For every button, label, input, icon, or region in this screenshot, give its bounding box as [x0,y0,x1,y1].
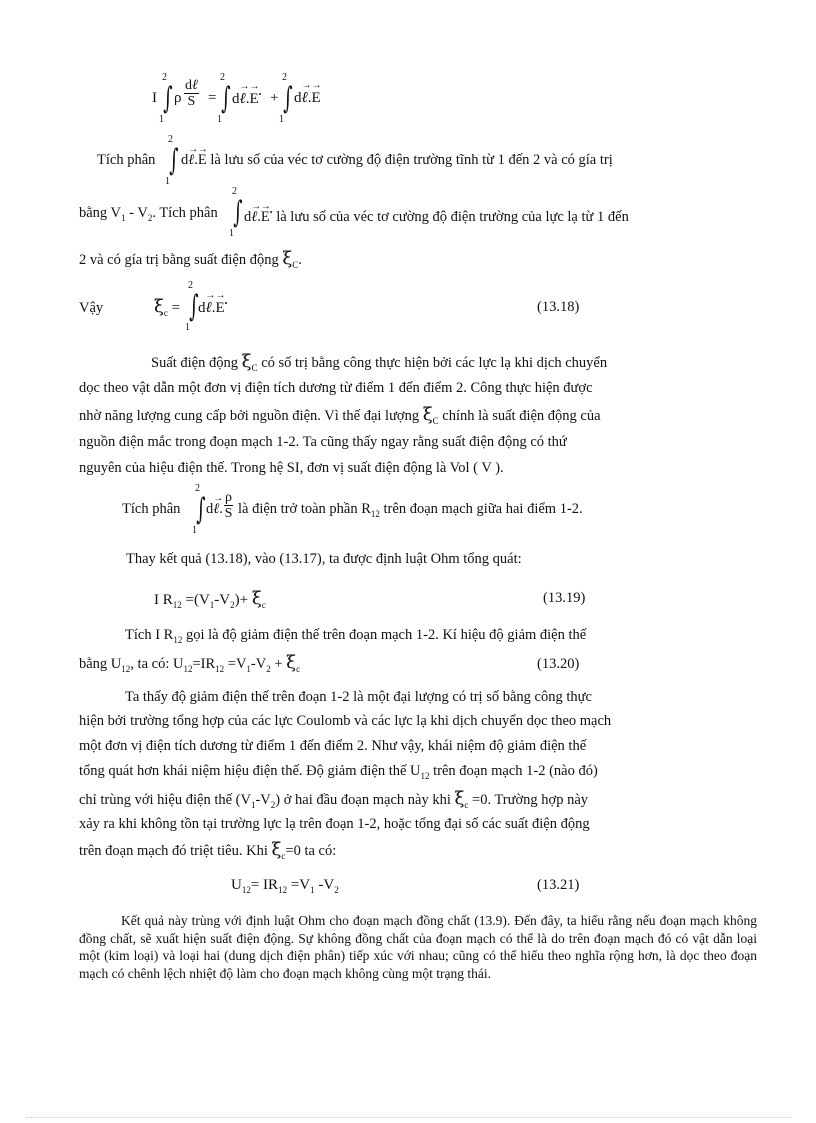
text-line: 2 và có gía trị bằng suất điện động $\xi_C$. [79,248,302,270]
final-paragraph: Kết quả này trùng với định luật Ohm cho đoạn mạch đồng chất (13.9). Đến đây, ta hiểu rằng nếu đoạn mạch không đồng chất, sẽ xuất hiện suất điện động. Sự không đồng chất của đoạn mạch có thể là do trên đoạn mạch đó có vật dẫn loại một (kim loại) và loại hai (dung dịch điện phân) tiếp xúc với nhau; cũng có thể hiểu theo nghĩa rộng hơn, là dọc theo đoạn mạch có chênh lệch nhiệt độ làm cho đoạn mạch không cùng một trạng thái. [79,913,757,981]
integral-sign: 2 ∫ 1 [217,72,231,125]
page-bottom-divider [26,1117,792,1118]
equation-13-18: $\xi_c$ = [154,296,181,318]
text-line: Tích phân [97,152,156,168]
text-line: Thay kết quả (13.18), vào (13.17), ta được định luật Ohm tổng quát: [126,551,522,567]
equation-13-19: I $R_{12} =(V_1-V_2)+ \xi_c$ [154,588,266,610]
text-line: d→ ℓ.→ E• là lưu số của véc tơ cường độ điện trường của lực lạ từ 1 đến [244,204,629,226]
text-line: Tích phân [122,501,181,517]
text-line: d→ ℓ. [206,500,223,518]
equation-13-21: $U_{12}= IR_{12} =V_1$ $-V_2$ [231,877,339,895]
fraction-dl-over-s: dℓ S [185,78,198,109]
integral-sign: 2 ∫ 1 [165,134,179,187]
text-line: dọc theo vật dẫn một đơn vị điện tích dương từ điểm 1 đến điểm 2. Công thực hiện được [79,380,593,396]
text-line: Vậy [79,300,104,316]
integral-sign: 2 ∫ 1 [279,72,293,125]
text-line: Suất điện động $\xi_C$ có số trị bằng công thực hiện bởi các lực lạ khi dịch chuyển [151,351,608,373]
text-line: hiện bởi trường tổng hợp của các lực Coulomb và các lực lạ khi dịch chuyển dọc theo mạch [79,713,612,729]
integral-sign: 2 ∫ 1 [159,72,173,125]
text-line: Ta thấy độ giảm điện thế trên đoạn 1-2 là một đại lượng có trị số bằng công thực [125,689,592,705]
document-page: I 2 ∫ 1 ρ dℓ S = 2 ∫ 1 d→ ℓ.→ E• + 2 ∫ 1 d→ ℓ.→ E Tích phân 2 ∫ 1 d→ ℓ.→ E là lưu số của véc tơ cường độ điện trường tĩnh từ 1 đến 2 và có gía trị bằng $V_1 - V_2$. Tích phân 2 ∫ 1 d→ ℓ.→ E• là lưu số của véc tơ cường độ điện trường của lực lạ từ 1 đến 2 và có gía trị bằng suất điện động $\xi_C$. Vậy $\xi_c$ = 2 ∫ 1 d→ ℓ.→ E• (13.18) Suất điện động $\xi_C$ có số trị bằng công thực hiện bởi các lực lạ khi dịch chuyển dọc theo vật dẫn một đơn vị điện tích dương từ điểm 1 đến điểm 2. Công thực hiện được nhờ năng lượng cung cấp bởi nguồn điện. Vì thế đại lượng $\xi_C$ chính là suất điện động của nguồn điện mắc trong đoạn mạch 1-2. Ta cũng thấy ngay rằng suất điện động có thứ nguyên của hiệu điện thế. Trong hệ SI, đơn vị suất điện động là Vol ( V ). Tích phân 2 ∫ 1 d→ ℓ. $\frac{\rho}{S}$ là điện trở toàn phần $R_{12}$ trên đoạn mạch giữa hai điểm 1-2. Thay kết quả (13.18), vào (13.17), ta được định luật Ohm tổng quát: I $R_{12} =(V_1-V_2)+ \xi_c$ (13.19) Tích I $R_{12}$ gọi là độ giảm điện thế trên đoạn mạch 1-2. Kí hiệu độ giảm điện thế bằng $U_{12}$, ta có: $U_{12}=IR_{12} =V_1-V_2 + \xi_c$ (13.20) Ta thấy độ giảm điện thế trên đoạn 1-2 là một đại lượng có trị số bằng công thực hiện bởi trường tổng hợp của các lực Coulomb và các lực lạ khi dịch chuyển dọc theo mạch một đơn vị điện tích dương từ điểm 1 đến điểm 2. Như vậy, khái niệm độ giảm điện thế tổng quát hơn khái niệm hiệu điện thế. Độ giảm điện thế $U_{12}$ trên đoạn mạch 1-2 (nào đó) chỉ trùng với hiệu điện thế $(V_1-V_2)$ ở hai đầu đoạn mạch này khi $\xi_c =0$. Trường hợp này xảy ra khi không tồn tại trường lực lạ trên đoạn 1-2, hoặc tổng đại số các suất điện động trên đoạn mạch đó triệt tiêu. Khi $\xi_c=0$ ta có: $U_{12}= IR_{12} =V_1$ $-V_2$ (13.21) Kết quả này trùng với định luật Ohm cho đoạn mạch đồng chất (13.9). Đến đây, ta hiểu rằng nếu đoạn mạch không đồng chất, sẽ xuất hiện suất điện động. Sự không đồng chất của đoạn mạch có thể là do trên đoạn mạch đó có vật dẫn loại một (kim loại) và loại hai (dung dịch điện phân) tiếp xúc với nhau; cũng có thể hiểu theo nghĩa rộng hơn, là dọc theo đoạn mạch có chênh lệch nhiệt độ làm cho đoạn mạch không cùng một trạng thái. [0,0,816,1123]
text-line: trên đoạn mạch đó triệt tiêu. Khi $\xi_c=0$ ta có: [79,839,337,861]
equation-number: (13.20) [537,656,580,672]
text-line: tổng quát hơn khái niệm hiệu điện thế. Độ giảm điện thế $U_{12}$ trên đoạn mạch 1-2 (nào đó) [79,763,598,781]
text-line: chỉ trùng với hiệu điện thế $(V_1-V_2)$ ở hai đầu đoạn mạch này khi $\xi_c =0$. Trường hợp này [79,788,589,810]
text-line: Tích I $R_{12}$ gọi là độ giảm điện thế trên đoạn mạch 1-2. Kí hiệu độ giảm điện thế [125,627,587,645]
text-line: xảy ra khi không tồn tại trường lực lạ trên đoạn 1-2, hoặc tổng đại số các suất điện động [79,816,590,832]
text-line: nhờ năng lượng cung cấp bởi nguồn điện. Vì thế đại lượng $\xi_C$ chính là suất điện động của [79,404,601,426]
text-line: là điện trở toàn phần $R_{12}$ trên đoạn mạch giữa hai điểm 1-2. [238,501,583,519]
equation-number: (13.18) [537,299,580,315]
integral-sign: 2 ∫ 1 [185,280,199,333]
text-line: nguồn điện mắc trong đoạn mạch 1-2. Ta cũng thấy ngay rằng suất điện động có thứ [79,434,567,450]
text-line: bằng $U_{12}$, ta có: $U_{12}=IR_{12} =V_1-V_2 + \xi_c$ [79,652,301,674]
equation-number: (13.19) [543,590,586,606]
text-line: nguyên của hiệu điện thế. Trong hệ SI, đơn vị suất điện động là Vol ( V ). [79,460,504,476]
equation-number: (13.21) [537,877,580,893]
equation-13-18-rest: d→ ℓ.→ E• [198,299,227,317]
text-line: một đơn vị điện tích dương từ điểm 1 đến điểm 2. Như vậy, khái niệm độ giảm điện thế [79,738,587,754]
text-line: d→ ℓ.→ E là lưu số của véc tơ cường độ điện trường tĩnh từ 1 đến 2 và có gía trị [181,151,613,169]
integral-sign: 2 ∫ 1 [229,186,243,239]
text-line: bằng $V_1 - V_2$. Tích phân [79,205,218,223]
fraction-rho-over-s: $\frac{\rho}{S}$ [224,490,233,521]
integral-sign: 2 ∫ 1 [192,483,206,536]
